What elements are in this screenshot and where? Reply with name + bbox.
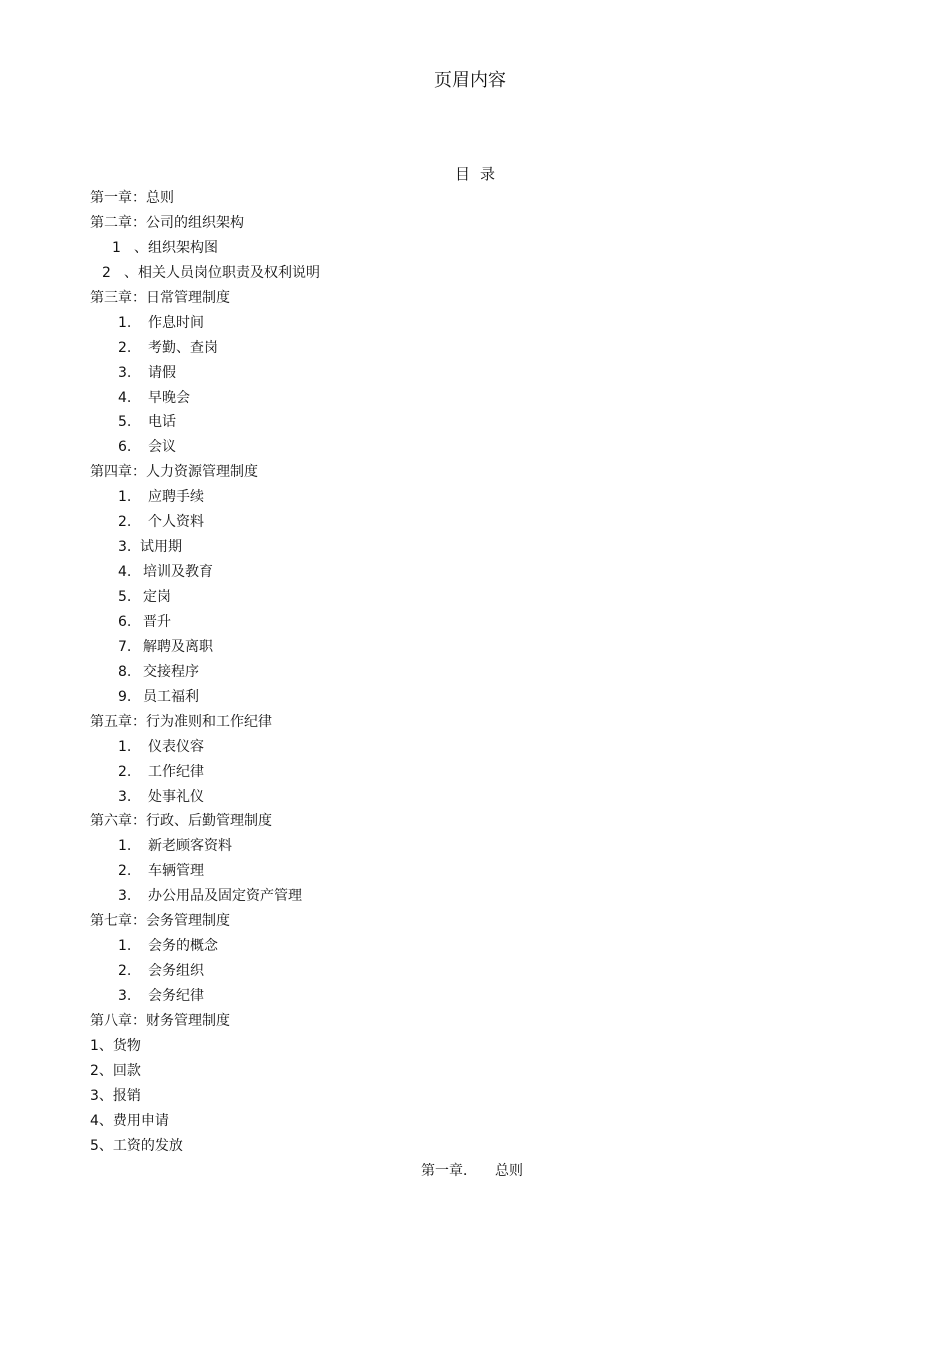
toc-chapter: 第六章：行政、后勤管理制度 — [90, 813, 272, 830]
toc-item: 3. 办公用品及固定资产管理 — [118, 888, 302, 905]
toc-chapter: 第七章：会务管理制度 — [90, 913, 230, 930]
toc-item: 2、回款 — [90, 1062, 141, 1079]
toc-item: 5. 电话 — [118, 414, 176, 431]
toc-item: 1、货物 — [90, 1037, 141, 1054]
section-title-text: 总则 — [495, 1163, 523, 1179]
toc-item: 2. 考勤、查岗 — [118, 339, 218, 356]
toc-item: 1. 会务的概念 — [118, 938, 218, 955]
toc-chapter: 第三章：日常管理制度 — [90, 289, 230, 306]
toc-chapter: 第五章：行为准则和工作纪律 — [90, 713, 272, 730]
toc-item: 5. 定岗 — [118, 589, 171, 605]
table-of-contents — [90, 187, 790, 1160]
toc-item: 1. 作息时间 — [118, 314, 204, 331]
toc-item: 2. 工作纪律 — [118, 763, 204, 780]
toc-chapter: 第四章：人力资源管理制度 — [90, 464, 258, 481]
toc-item: 8. 交接程序 — [118, 663, 199, 680]
toc-title: 目录 — [454, 165, 505, 183]
toc-chapter: 第一章：总则 — [90, 190, 174, 206]
toc-item: 6. 晋升 — [118, 613, 171, 630]
toc-item: 4. 早晚会 — [118, 389, 190, 406]
toc-item: 6. 会议 — [118, 439, 176, 456]
toc-item: 1. 应聘手续 — [118, 489, 204, 506]
toc-item: 2 、相关人员岗位职责及权利说明 — [102, 264, 320, 281]
toc-item: 2. 个人资料 — [118, 514, 204, 531]
toc-item: 1 、组织架构图 — [112, 239, 218, 256]
toc-item: 2. 会务组织 — [118, 963, 204, 980]
toc-item: 3、报销 — [90, 1087, 141, 1104]
section-chapter-label: 第一章． — [421, 1163, 477, 1179]
toc-item: 9. 员工福利 — [118, 688, 199, 705]
toc-item: 1. 仪表仪容 — [118, 738, 204, 755]
toc-item: 4. 培训及教育 — [118, 564, 213, 581]
toc-item: 4、费用申请 — [90, 1112, 169, 1129]
toc-item: 3. 请假 — [118, 364, 176, 381]
toc-item: 3. 会务纪律 — [118, 988, 204, 1004]
toc-item: 2. 车辆管理 — [118, 863, 204, 880]
page-header: 页眉内容 — [434, 70, 506, 91]
toc-item: 3. 处事礼仪 — [118, 788, 204, 805]
toc-chapter: 第八章：财务管理制度 — [90, 1012, 230, 1029]
toc-item: 7. 解聘及离职 — [118, 638, 213, 655]
section-heading — [0, 1160, 944, 1182]
toc-chapter: 第二章：公司的组织架构 — [90, 214, 244, 231]
toc-item: 5、工资的发放 — [90, 1137, 183, 1154]
toc-item: 3. 试用期 — [118, 539, 182, 556]
toc-item: 1. 新老顾客资料 — [118, 838, 232, 855]
